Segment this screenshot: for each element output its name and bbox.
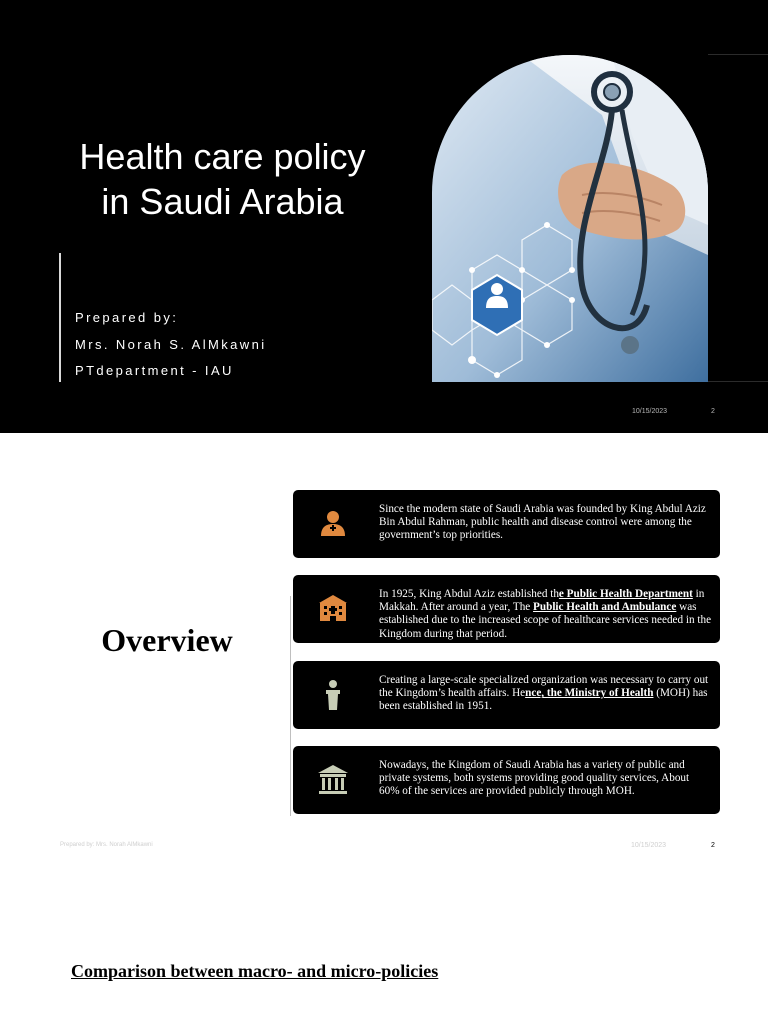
overview-card-4 <box>293 746 720 814</box>
card-text-segment: in Makkah. After around a year, The <box>379 588 705 614</box>
title-slide <box>0 0 768 433</box>
footer-slide-number: 2 <box>711 842 715 849</box>
footer-date: 10/15/2023 <box>631 842 667 849</box>
card-text-segment: (MOH) has been established in 1951. <box>379 687 708 713</box>
card-text-segment: was established due to the increased scope of healthcare services needed in the Kingdom during that period. <box>379 601 712 640</box>
overview-card-1 <box>293 490 720 558</box>
card-text-segment: In 1925, King Abdul Aziz established th <box>379 588 559 600</box>
frame-line-bottom <box>708 381 768 382</box>
presentation-title <box>40 134 405 224</box>
slide-number: 2 <box>711 408 715 415</box>
doctor-stethoscope-image <box>432 55 708 382</box>
card-text-segment: Since the modern state of Saudi Arabia was founded by King Abdul Aziz Bin Abdul Rahman, public health and disease control were among the government’s top priorities. <box>379 503 706 542</box>
card-text-highlight: nce, the Ministry of Health <box>525 687 654 700</box>
hospital-icon <box>315 591 351 627</box>
overview-title: Overview <box>101 622 233 658</box>
overview-divider <box>290 596 291 816</box>
footer-author: Prepared by: Mrs. Norah AlMkawni <box>60 842 153 848</box>
card-text-segment: Nowadays, the Kingdom of Saudi Arabia has a variety of public and private systems, both systems providing good quality services, About <box>379 759 690 785</box>
comparison-title: Comparison between macro- and micro-policies <box>71 961 439 981</box>
title-line-1: Health care policy <box>79 136 366 177</box>
overview-card-text <box>379 503 715 543</box>
department-name: PTdepartment - IAU <box>75 363 234 378</box>
speaker-podium-icon <box>315 677 351 713</box>
overview-card-text <box>379 759 715 799</box>
title-line-2: in Saudi Arabia <box>101 181 344 222</box>
slide-date: 10/15/2023 <box>632 408 668 415</box>
card-text-highlight: Public Health and Ambulance <box>533 601 677 614</box>
overview-card-2 <box>293 575 720 643</box>
overview-card-3 <box>293 661 720 729</box>
card-text-segment: 60% of the services are provided publicly through MOH. <box>379 785 635 798</box>
author-name: Mrs. Norah S. AlMkawni <box>75 337 267 352</box>
government-building-icon <box>315 762 351 798</box>
card-text-highlight: e Public Health Department <box>558 588 693 600</box>
doctor-icon <box>315 506 351 542</box>
accent-divider <box>59 253 61 382</box>
frame-line-top <box>708 54 768 55</box>
card-text-segment: Creating a large-scale specialized organization was necessary to carry out the Kingdom’s health affairs. He <box>379 674 709 700</box>
prepared-by-label: Prepared by: <box>75 310 179 325</box>
overview-card-text <box>379 588 715 641</box>
overview-card-text <box>379 674 715 714</box>
